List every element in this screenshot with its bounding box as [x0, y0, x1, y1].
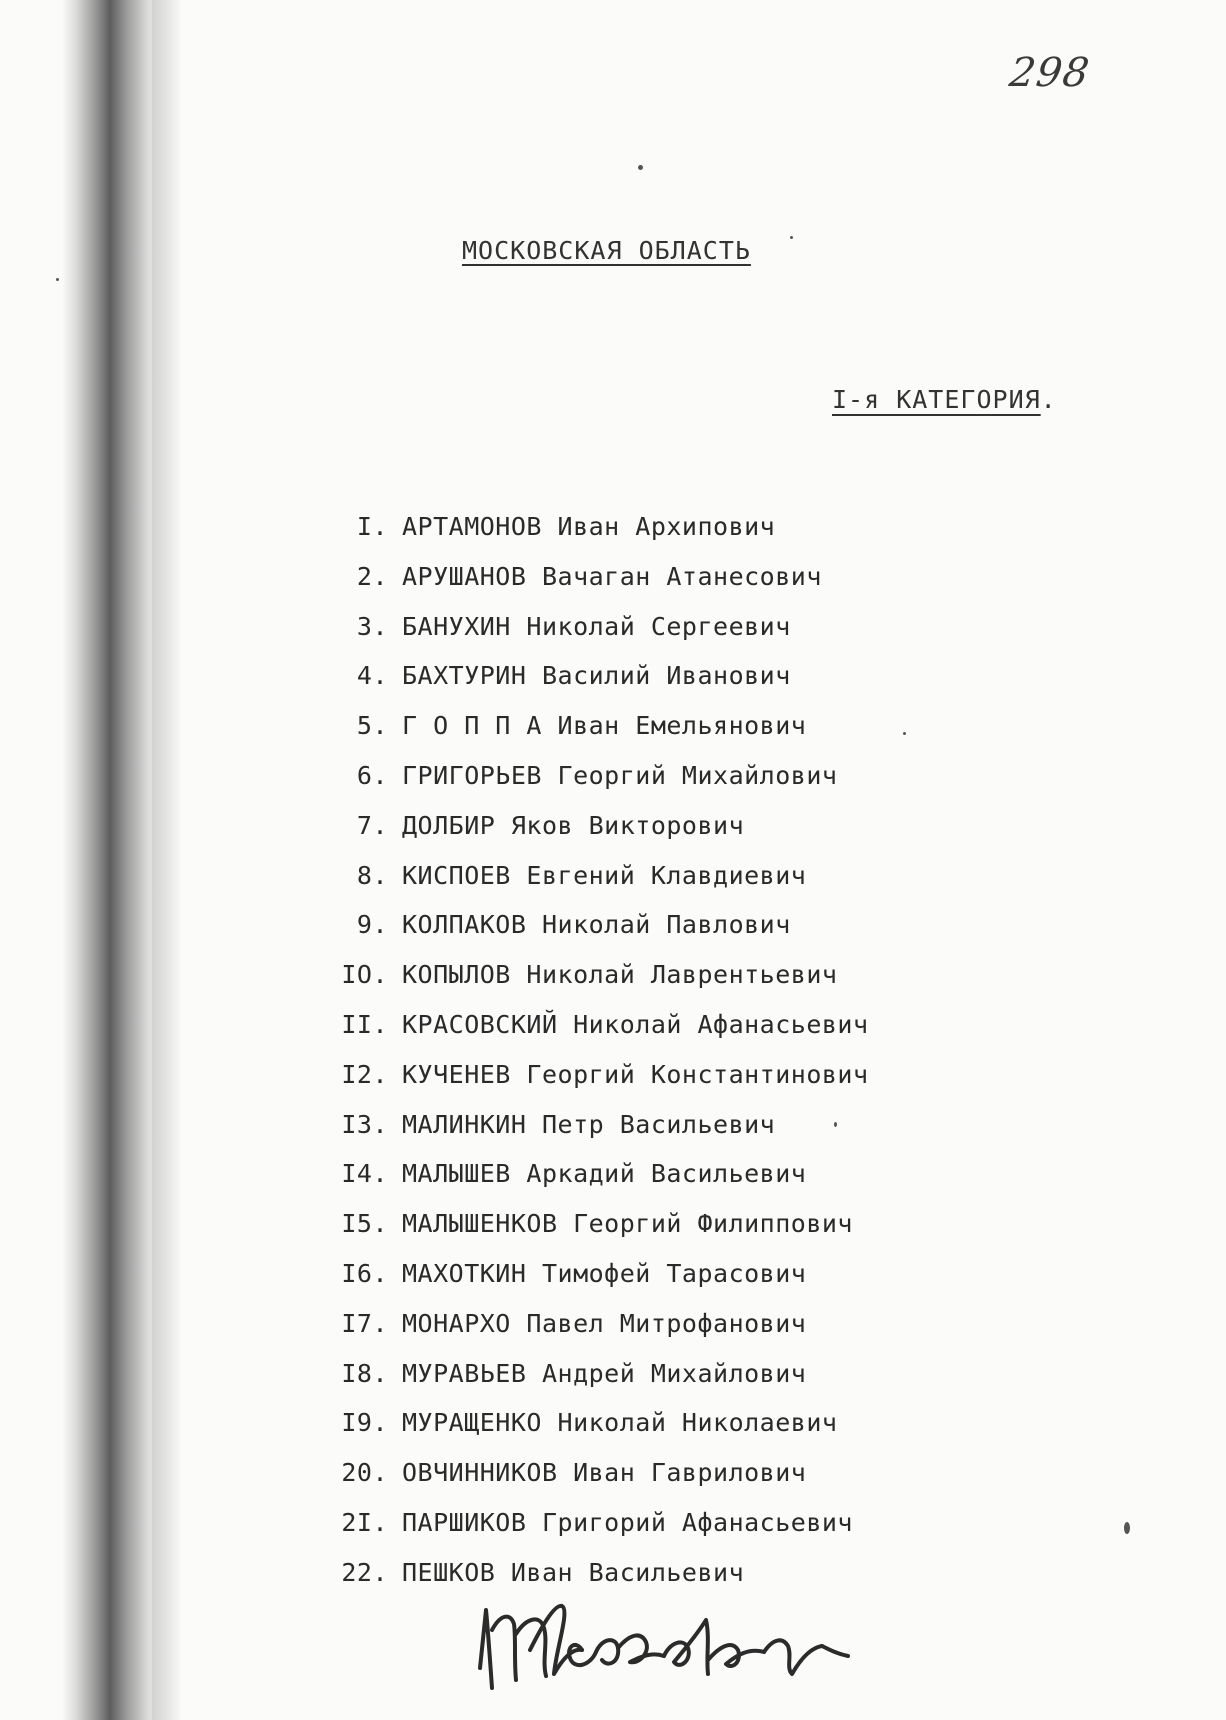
scan-speck — [1124, 1522, 1130, 1534]
list-item — [320, 1209, 869, 1259]
list-item-number: I2. — [341, 1059, 388, 1089]
list-item-name: АРТАМОНОВ Иван Архипович — [402, 512, 776, 541]
list-item — [320, 910, 869, 960]
list-item — [320, 1159, 869, 1209]
list-item — [320, 512, 869, 562]
list-item-name: КУЧЕНЕВ Георгий Константинович — [402, 1059, 869, 1089]
list-item — [320, 1110, 869, 1160]
list-item-name: КОЛПАКОВ Николай Павлович — [402, 910, 791, 940]
list-item-name: МУРАВЬЕВ Андрей Михайлович — [402, 1358, 807, 1388]
list-item — [320, 1259, 869, 1309]
list-item-name: МАЛЫШЕВ Аркадий Васильевич — [402, 1159, 807, 1189]
list-item-name: КРАСОВСКИЙ Николай Афанасьевич — [402, 1009, 869, 1039]
list-item-name: ПАРШИКОВ Григорий Афанасьевич — [402, 1507, 853, 1537]
list-item-number: I9. — [341, 1408, 388, 1438]
list-item-number: 2. — [356, 561, 388, 591]
list-item-number: 9. — [356, 910, 388, 940]
list-item-number: I7. — [341, 1308, 388, 1338]
list-item — [320, 1359, 869, 1409]
handwritten-signature — [470, 1590, 890, 1700]
list-item-number: 5. — [356, 711, 388, 741]
list-item-number: I3. — [341, 1109, 388, 1139]
scan-speck — [790, 236, 793, 239]
name-list — [320, 512, 869, 1608]
list-item — [320, 612, 869, 662]
list-item-name: МАХОТКИН Тимофей Тарасович — [402, 1258, 807, 1288]
list-item-name: МАЛЫШЕНКОВ Георгий Филиппович — [402, 1209, 853, 1239]
list-item — [320, 711, 869, 761]
list-item — [320, 1408, 869, 1458]
scan-speck — [834, 1122, 837, 1127]
scan-speck — [903, 732, 906, 735]
list-item-number: 7. — [356, 810, 388, 840]
list-item-name: КОПЫЛОВ Николай Лаврентьевич — [402, 960, 838, 990]
list-item-number: 2I. — [341, 1507, 388, 1537]
list-item — [320, 960, 869, 1010]
list-item-number: 3. — [356, 611, 388, 641]
page-number: 298 — [1006, 50, 1093, 96]
list-item — [320, 1309, 869, 1359]
list-item-number: 20. — [341, 1458, 388, 1488]
list-item-name: ОВЧИННИКОВ Иван Гаврилович — [402, 1458, 807, 1488]
list-item-name: БАХТУРИН Василий Иванович — [402, 661, 791, 691]
list-item — [320, 661, 869, 711]
list-item-number: I. — [356, 512, 388, 541]
region-title: МОСКОВСКАЯ ОБЛАСТЬ — [462, 236, 751, 265]
category-title-suffix: . — [1040, 385, 1057, 414]
list-item — [320, 1458, 869, 1508]
list-item — [320, 811, 869, 861]
list-item-name: МОНАРХО Павел Митрофанович — [402, 1308, 807, 1338]
list-item-number: I5. — [341, 1209, 388, 1239]
list-item-name: БАНУХИН Николай Сергеевич — [402, 611, 791, 641]
list-item-number: 6. — [356, 760, 388, 790]
scan-speck — [638, 165, 643, 170]
list-item — [320, 1010, 869, 1060]
list-item-number: IO. — [341, 960, 388, 990]
list-item-name: Г О П П А Иван Емельянович — [402, 711, 807, 741]
scan-speck — [56, 278, 59, 281]
list-item — [320, 562, 869, 612]
list-item — [320, 1508, 869, 1558]
list-item-name: ГРИГОРЬЕВ Георгий Михайлович — [402, 760, 838, 790]
list-item-name: КИСПОЕВ Евгений Клавдиевич — [402, 860, 807, 890]
list-item-number: 22. — [341, 1557, 388, 1587]
list-item-number: 4. — [356, 661, 388, 691]
list-item-name: ДОЛБИР Яков Викторович — [402, 810, 745, 840]
list-item-name: ПЕШКОВ Иван Васильевич — [402, 1557, 745, 1587]
list-item — [320, 861, 869, 911]
list-item-number: II. — [341, 1009, 388, 1039]
category-title — [832, 385, 1057, 414]
list-item-name: МУРАЩЕНКО Николай Николаевич — [402, 1408, 838, 1438]
list-item-number: I6. — [341, 1258, 388, 1288]
list-item — [320, 761, 869, 811]
scan-binding-shadow — [62, 0, 182, 1720]
list-item-number: 8. — [356, 860, 388, 890]
list-item-name: АРУШАНОВ Вачаган Атанесович — [402, 561, 822, 591]
list-item-name: МАЛИНКИН Петр Васильевич — [402, 1109, 776, 1139]
list-item-number: I8. — [341, 1358, 388, 1388]
list-item-number: I4. — [341, 1159, 388, 1189]
category-title-text: I-я КАТЕГОРИЯ — [832, 385, 1041, 414]
list-item — [320, 1060, 869, 1110]
